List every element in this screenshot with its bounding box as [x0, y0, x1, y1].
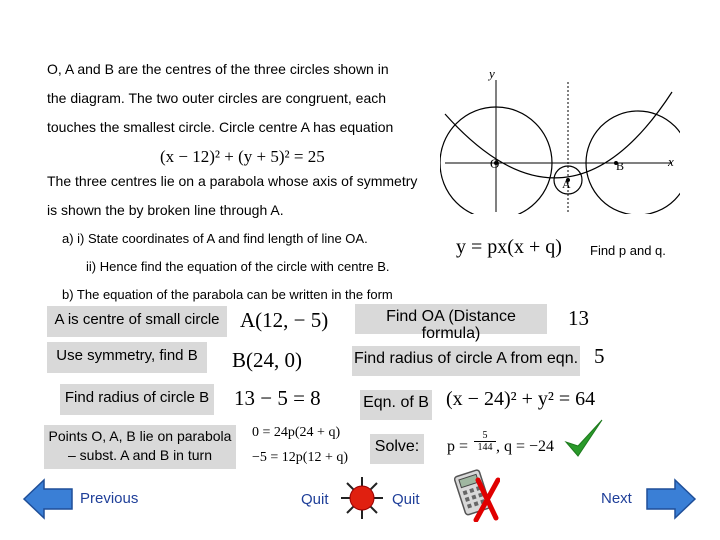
- question-line-1: O, A and B are the centres of the three circles shown in: [47, 61, 389, 77]
- hint-eqn-B[interactable]: Eqn. of B: [360, 390, 432, 420]
- calculator-icon[interactable]: [454, 466, 500, 522]
- question-line-2: the diagram. The two outer circles are congruent, each: [47, 90, 387, 106]
- hint-symmetry[interactable]: Use symmetry, find B: [47, 342, 207, 373]
- previous-button[interactable]: Previous: [80, 490, 139, 507]
- answer-radius-A: 5: [594, 344, 605, 368]
- p-numerator: 5: [482, 430, 488, 441]
- origin-label: O: [490, 156, 500, 171]
- hint-radius-A[interactable]: Find radius of circle A from eqn.: [352, 346, 580, 376]
- stop-sign-icon[interactable]: [340, 476, 384, 520]
- next-button[interactable]: Next: [601, 490, 632, 507]
- answer-p-label: p =: [447, 438, 469, 455]
- answer-substitute-A: −5 = 12p(12 + q): [252, 450, 349, 465]
- quit-button-2[interactable]: Quit: [392, 491, 420, 508]
- question-line-5: is shown the by broken line through A.: [47, 202, 284, 218]
- hint-distance[interactable]: Find OA (Distance formula): [355, 304, 547, 334]
- answer-p-fraction: [474, 430, 496, 453]
- answer-substitute-B: 0 = 24p(24 + q): [252, 425, 341, 440]
- answer-B-coordinates: B(24, 0): [232, 348, 302, 372]
- question-line-4: The three centres lie on a parabola whose axis of symmetry: [47, 173, 418, 189]
- part-a-ii: ii) Hence find the equation of the circle with centre B.: [86, 259, 390, 274]
- part-a-i: a) i) State coordinates of A and find length of line OA.: [62, 231, 368, 246]
- x-axis-label: x: [668, 154, 674, 169]
- answer-q-value: , q = −24: [496, 438, 555, 455]
- answer-OA: 13: [568, 306, 589, 330]
- previous-arrow-icon[interactable]: [22, 478, 74, 520]
- question-line-3: touches the smallest circle. Circle centre A has equation: [47, 119, 394, 135]
- circle-A-equation: (x − 12)² + (y + 5)² = 25: [160, 147, 325, 166]
- parabola-curve: [445, 92, 672, 178]
- quit-button-1[interactable]: Quit: [301, 491, 329, 508]
- parabola-form: y = px(x + q): [456, 236, 562, 258]
- part-b: b) The equation of the parabola can be written in the form: [62, 287, 393, 302]
- hint-solve[interactable]: Solve:: [370, 434, 424, 464]
- find-p-q: Find p and q.: [590, 243, 666, 258]
- hint-centre-A[interactable]: A is centre of small circle: [47, 306, 227, 337]
- circles-diagram: [440, 62, 680, 214]
- answer-radius-B: 13 − 5 = 8: [234, 386, 321, 410]
- answer-circle-B: (x − 24)² + y² = 64: [446, 388, 596, 410]
- label-B: B: [616, 159, 625, 173]
- label-A: A: [562, 177, 571, 191]
- y-axis-label: y: [489, 66, 495, 81]
- next-arrow-icon[interactable]: [645, 478, 697, 520]
- hint-radius-B[interactable]: Find radius of circle B: [60, 384, 214, 415]
- check-icon: [562, 416, 606, 462]
- p-denominator: 144: [474, 441, 496, 453]
- answer-A-coordinates: A(12, − 5): [240, 308, 329, 332]
- hint-points-on-parabola[interactable]: Points O, A, B lie on parabola – subst. A and B in turn: [44, 425, 236, 469]
